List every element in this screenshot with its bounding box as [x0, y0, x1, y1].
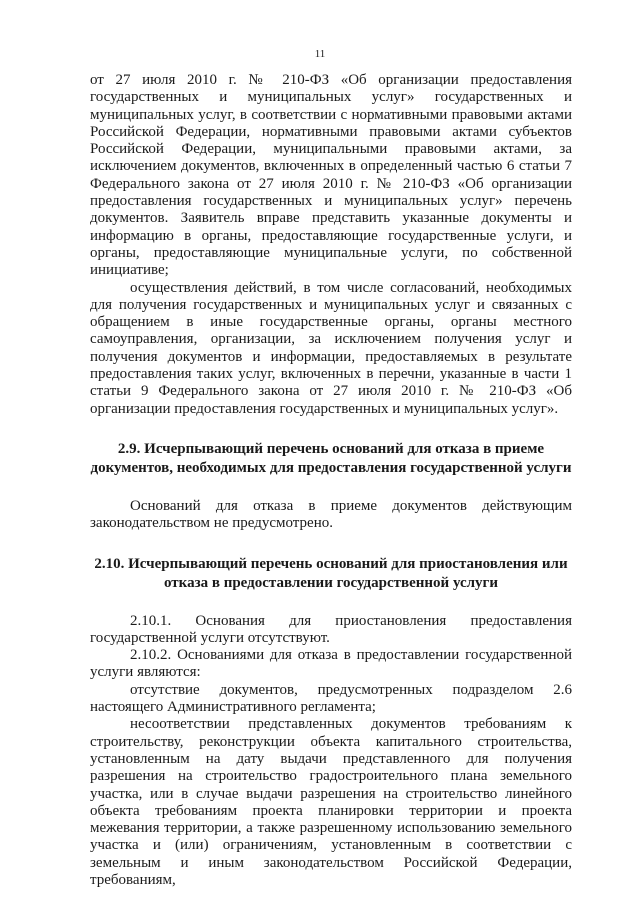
- section-heading-2-9: [90, 440, 572, 478]
- paragraph-missing-documents: отсутствие документов, предусмотренных подразделом 2.6 настоящего Административного регламента;: [90, 681, 572, 716]
- paragraph-2-10-2: 2.10.2. Основаниями для отказа в предоставлении государственной услуги являются:: [90, 647, 572, 681]
- paragraph-2-10-1: 2.10.1. Основания для приостановления предоставления государственной услуги отсутствуют.: [90, 612, 572, 646]
- section-heading-2-9-line1: 2.9. Исчерпывающий перечень оснований для отказа в приеме: [117, 440, 545, 457]
- section-heading-2-9-line2: документов, необходимых для предоставления государственной услуги: [90, 459, 572, 476]
- paragraph-actions: осуществления действий, в том числе согласований, необходимых для получения государственных и муниципальных услуг и связанных с обращением в иные государственные органы, органы местного самоуправления, организации, за исключением получения услуг и получения документов и информации, предоставляемых в результате предоставления таких услуг, включенных в перечни, указанные в части 1 статьи 9 Федерального закона от 27 июля 2010 г. № 210-ФЗ «Об организации предоставления государственных и муниципальных услуг».: [90, 279, 572, 417]
- document-body: [90, 72, 572, 889]
- section-heading-2-10: [90, 555, 572, 593]
- paragraph-no-grounds: Оснований для отказа в приеме документов действующим законодательством не предусмотрено.: [90, 497, 572, 532]
- paragraph-nonconformity: несоответствии представленных документов требованиям к строительству, реконструкции объекта капитального строительства, установленным на дату выдачи представленного для получения разрешения на строительство градостроительного плана земельного участка, или в случае выдачи разрешения на строительство линейного объекта требованиям проекта планировки территории и проекта межевания территории, а также разрешенному использованию земельного участка и (или) ограничениям, установленным в соответствии с земельным и иным законодательством Российской Федерации, требованиям,: [90, 716, 572, 888]
- section-heading-2-10-line1: 2.10. Исчерпывающий перечень оснований для приостановления или: [94, 555, 568, 572]
- paragraph-continuation: от 27 июля 2010 г. № 210-ФЗ «Об организации предоставления государственных и муниципальных услуг» государственных и муниципальных услуг, в соответствии с нормативными правовыми актами Российской Федерации, нормативными правовыми актами субъектов Российской Федерации, муниципальными правовыми актами, за исключением документов, включенных в определенный частью 6 статьи 7 Федерального закона от 27 июля 2010 г. № 210-ФЗ «Об организации предоставления государственных и муниципальных услуг» перечень документов. Заявитель вправе представить указанные документы и информацию в органы, предоставляющие государственные услуги, и органы, предоставляющие муниципальные услуги, по собственной инициативе;: [90, 72, 572, 279]
- page-number: 11: [314, 48, 326, 60]
- section-heading-2-10-line2: отказа в предоставлении государственной услуги: [163, 574, 499, 591]
